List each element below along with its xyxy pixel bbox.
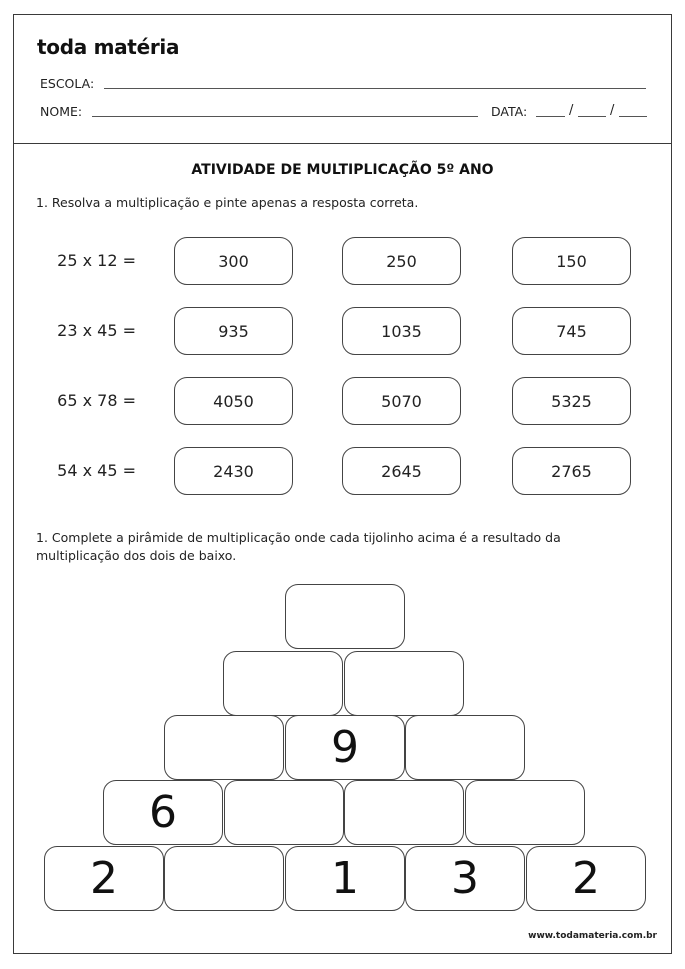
pyramid-brick[interactable]: 3 [405,846,525,911]
name-label: NOME: [40,104,83,119]
answer-option[interactable]: 250 [342,237,461,285]
pyramid-brick[interactable]: 6 [103,780,223,845]
pyramid-brick[interactable]: 1 [285,846,405,911]
date-day-field[interactable] [536,116,565,117]
worksheet [13,14,672,954]
pyramid-brick[interactable] [344,651,464,716]
exercise-2-instruction [36,529,561,565]
multiplication-expression: 54 x 45 = [57,461,136,480]
answer-option[interactable]: 935 [174,307,293,355]
header-divider [14,143,671,144]
answer-option[interactable]: 2765 [512,447,631,495]
pyramid-brick[interactable] [344,780,464,845]
pyramid-brick[interactable] [223,651,343,716]
pyramid-brick[interactable]: 2 [526,846,646,911]
answer-option[interactable]: 4050 [174,377,293,425]
page-title: ATIVIDADE DE MULTIPLICAÇÃO 5º ANO [191,162,494,178]
pyramid-brick[interactable]: 9 [285,715,405,780]
answer-option[interactable]: 5325 [512,377,631,425]
exercise-1-instruction: 1. Resolva a multiplicação e pinte apenas a resposta correta. [36,195,419,210]
answer-option[interactable]: 150 [512,237,631,285]
pyramid-brick[interactable] [224,780,344,845]
pyramid-brick[interactable] [164,715,284,780]
answer-option[interactable]: 745 [512,307,631,355]
answer-option[interactable]: 2645 [342,447,461,495]
name-field[interactable] [92,116,478,117]
date-separator: / [569,103,574,118]
pyramid-brick[interactable] [465,780,585,845]
date-year-field[interactable] [619,116,647,117]
school-label: ESCOLA: [40,76,95,91]
date-separator: / [610,103,615,118]
school-field[interactable] [104,88,646,89]
date-month-field[interactable] [578,116,606,117]
multiplication-expression: 25 x 12 = [57,251,136,270]
pyramid-brick[interactable]: 2 [44,846,164,911]
multiplication-expression: 23 x 45 = [57,321,136,340]
pyramid-brick[interactable] [405,715,525,780]
brand-logo: toda matéria [37,35,180,59]
footer-url: www.todamateria.com.br [528,931,657,941]
answer-option[interactable]: 300 [174,237,293,285]
instruction-line: 1. Complete a pirâmide de multiplicação onde cada tijolinho acima é a resultado da [36,530,561,545]
pyramid-brick[interactable] [164,846,284,911]
answer-option[interactable]: 2430 [174,447,293,495]
instruction-line: multiplicação dos dois de baixo. [36,548,237,563]
answer-option[interactable]: 1035 [342,307,461,355]
date-label: DATA: [491,104,528,119]
pyramid-brick[interactable] [285,584,405,649]
multiplication-expression: 65 x 78 = [57,391,136,410]
answer-option[interactable]: 5070 [342,377,461,425]
